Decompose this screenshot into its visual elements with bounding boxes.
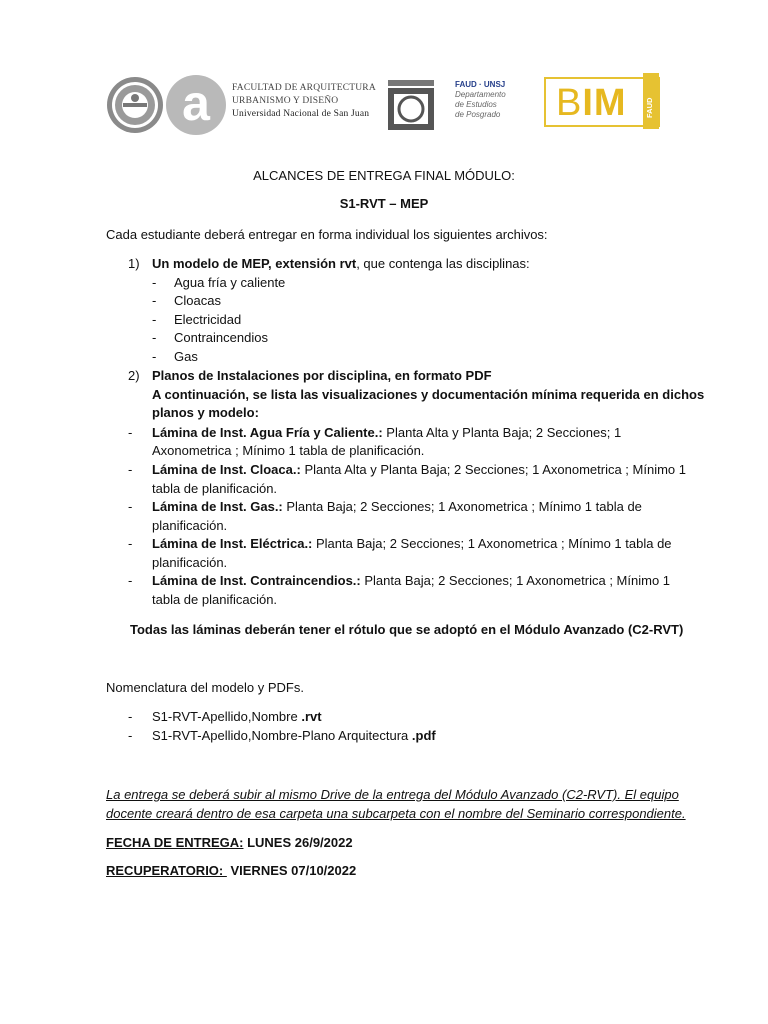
item-2-number: 2) xyxy=(128,368,140,383)
sheet-name: Lámina de Inst. Eléctrica.: xyxy=(152,536,313,551)
sheet-desc-cont: tabla de planificación. xyxy=(152,592,278,607)
faculty-line-1: FACULTAD DE ARQUITECTURA xyxy=(232,83,376,93)
delivery-note-line-1: La entrega se deberá subir al mismo Drive de la entrega del Módulo Avanzado (C2-RVT). El equipo xyxy=(106,787,679,802)
sheet-desc: Planta Baja; 2 Secciones; 1 Axonometrica ; Mínimo 1 tabla de xyxy=(282,499,642,514)
nomenclature-dash: - xyxy=(128,709,133,724)
sheet-name: Lámina de Inst. Cloaca.: xyxy=(152,462,301,477)
intro-text: Cada estudiante deberá entregar en forma individual los siguientes archivos: xyxy=(106,227,548,242)
due-date-value: LUNES 26/9/2022 xyxy=(243,835,353,850)
faud-a-logo xyxy=(165,74,227,136)
recovery-date xyxy=(106,862,356,880)
sheet-desc: Planta Alta y Planta Baja; 2 Secciones; 1 xyxy=(382,425,622,440)
nomenclature-dash: - xyxy=(128,728,133,743)
unsj-seal-logo xyxy=(106,76,164,134)
faud-title: FAUD · UNSJ xyxy=(455,80,506,89)
nomenclature-item xyxy=(152,708,322,726)
faud-line-1: Departamento xyxy=(455,90,506,99)
sheet-item xyxy=(152,572,670,590)
sheet-desc: Planta Baja; 2 Secciones; 1 Axonometrica ; Mínimo 1 tabla de xyxy=(312,536,672,551)
sheet-item xyxy=(152,498,642,516)
sheet-desc-cont: planificación. xyxy=(152,555,228,570)
faud-department-text xyxy=(455,80,506,120)
item-2-line-3: planos y modelo: xyxy=(152,405,259,420)
sheet-item xyxy=(152,461,686,479)
discipline-item: Agua fría y caliente xyxy=(174,275,286,290)
item-1-bold: Un modelo de MEP, extensión rvt xyxy=(152,256,357,271)
sheet-dash: - xyxy=(128,462,133,477)
sheet-desc: Planta Baja; 2 Secciones; 1 Axonometrica ; Mínimo 1 xyxy=(360,573,671,588)
sheet-desc: Planta Alta y Planta Baja; 2 Secciones; 1 Axonometrica ; Mínimo 1 xyxy=(300,462,686,477)
sheet-name: Lámina de Inst. Agua Fría y Caliente.: xyxy=(152,425,383,440)
nomenclature-item xyxy=(152,727,436,745)
doc-title: ALCANCES DE ENTREGA FINAL MÓDULO: xyxy=(253,168,515,183)
bim-faud-logo xyxy=(544,77,660,127)
svg-text:a: a xyxy=(182,75,210,131)
sheet-dash: - xyxy=(128,573,133,588)
discipline-dash: - xyxy=(152,349,157,364)
sheet-dash: - xyxy=(128,425,133,440)
due-date-label: FECHA DE ENTREGA: xyxy=(106,835,244,850)
sheet-name: Lámina de Inst. Gas.: xyxy=(152,499,283,514)
bim-word xyxy=(556,80,627,126)
nomenclature-ext: .rvt xyxy=(301,709,322,724)
item-1-number: 1) xyxy=(128,256,140,271)
bim-word-bold: IM xyxy=(582,82,627,124)
faud-line-2: de Estudios xyxy=(455,100,497,109)
faculty-name xyxy=(232,82,376,121)
sheet-desc-cont: planificación. xyxy=(152,518,228,533)
item-2-line-2: A continuación, se lista las visualizaciones y documentación mínima requerida en dichos xyxy=(152,387,705,402)
recovery-date-label: RECUPERATORIO: xyxy=(106,863,227,878)
sheet-desc-cont: Axonometrica ; Mínimo 1 tabla de planificación. xyxy=(152,443,425,458)
header-logos xyxy=(0,70,768,140)
sheet-item xyxy=(152,424,621,442)
delivery-note-line-2: docente creará dentro de esa carpeta una subcarpeta con el nombre del Seminario correspondiente. xyxy=(106,806,686,821)
discipline-item: Gas xyxy=(174,349,198,364)
sheet-name: Lámina de Inst. Contraincendios.: xyxy=(152,573,361,588)
doc-subtitle: S1-RVT – MEP xyxy=(339,196,429,211)
nomenclature-name: S1-RVT-Apellido,Nombre xyxy=(152,709,302,724)
discipline-item: Cloacas xyxy=(174,293,221,308)
recovery-date-value: VIERNES 07/10/2022 xyxy=(226,863,357,878)
sheet-dash: - xyxy=(128,499,133,514)
sheet-dash: - xyxy=(128,536,133,551)
nomenclature-heading: Nomenclatura del modelo y PDFs. xyxy=(106,680,304,695)
discipline-item: Electricidad xyxy=(174,312,242,327)
nomenclature-name: S1-RVT-Apellido,Nombre-Plano Arquitectura xyxy=(152,728,412,743)
discipline-item: Contraincendios xyxy=(174,330,268,345)
item-1-rest: , que contenga las disciplinas: xyxy=(356,256,530,271)
faud-line-3: de Posgrado xyxy=(455,110,501,119)
bim-word-regular: B xyxy=(556,82,583,124)
bim-sub-label: FAUD xyxy=(645,97,654,119)
nomenclature-ext: .pdf xyxy=(411,728,436,743)
sheet-desc-cont: tabla de planificación. xyxy=(152,481,278,496)
faud-department-logo xyxy=(388,80,434,130)
faculty-line-3: Universidad Nacional de San Juan xyxy=(232,109,370,119)
item-1-text xyxy=(152,255,530,273)
discipline-dash: - xyxy=(152,275,157,290)
all-sheets-note: Todas las láminas deberán tener el rótulo que se adoptó en el Módulo Avanzado (C2-RVT) xyxy=(130,622,684,637)
discipline-dash: - xyxy=(152,293,157,308)
discipline-dash: - xyxy=(152,312,157,327)
due-date xyxy=(106,834,353,852)
item-2-line-1: Planos de Instalaciones por disciplina, en formato PDF xyxy=(152,368,492,383)
discipline-dash: - xyxy=(152,330,157,345)
faculty-line-2: URBANISMO Y DISEÑO xyxy=(232,96,339,106)
sheet-item xyxy=(152,535,672,553)
